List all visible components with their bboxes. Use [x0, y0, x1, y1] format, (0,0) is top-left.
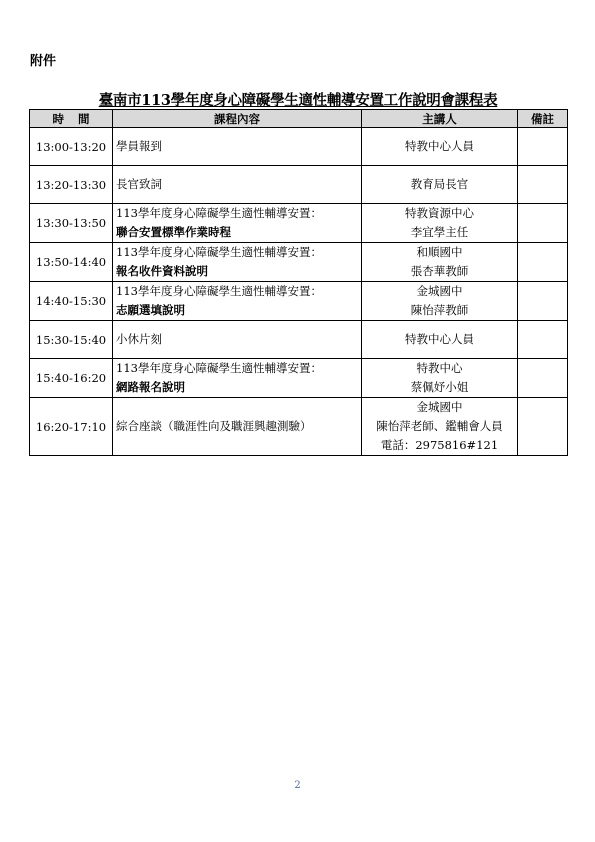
- speaker-line: 特教中心人員: [405, 139, 474, 153]
- session-content: [113, 398, 362, 456]
- session-content-line: 長官致詞: [116, 177, 162, 191]
- session-remark: [518, 204, 568, 243]
- session-speaker: [362, 359, 518, 398]
- session-content: [113, 128, 362, 166]
- session-content: [113, 243, 362, 282]
- session-content: [113, 321, 362, 359]
- header-speaker: 主講人: [362, 110, 518, 128]
- session-time: 13:50-14:40: [30, 243, 113, 282]
- session-speaker: [362, 243, 518, 282]
- table-row: [30, 204, 568, 243]
- session-content-line: 小休片刻: [116, 332, 162, 346]
- table-header-row: [30, 110, 568, 128]
- session-time: 13:20-13:30: [30, 166, 113, 204]
- speaker-line: 特教中心: [416, 361, 463, 375]
- session-content-topic: 聯合安置標準作業時程: [116, 225, 231, 239]
- speaker-line: 金城國中: [416, 284, 463, 298]
- header-remarks: 備註: [518, 110, 568, 128]
- speaker-line: 特教資源中心: [405, 206, 474, 220]
- session-speaker: [362, 166, 518, 204]
- session-remark: [518, 243, 568, 282]
- session-content-line: 113學年度身心障礙學生適性輔導安置：: [116, 284, 322, 298]
- table-row: [30, 282, 568, 321]
- session-time: 13:00-13:20: [30, 128, 113, 166]
- attachment-label: 附件: [30, 54, 57, 69]
- speaker-line: 和順國中: [416, 245, 463, 259]
- session-content-topic: 志願選填說明: [116, 303, 185, 317]
- speaker-line: 張杏華教師: [410, 264, 469, 278]
- session-content-line: 學員報到: [116, 139, 162, 153]
- speaker-line: 教育局長官: [410, 177, 469, 191]
- document-title: 臺南市113學年度身心障礙學生適性輔導安置工作說明會課程表: [98, 92, 498, 109]
- table-row: [30, 321, 568, 359]
- speaker-line: 李宜學主任: [410, 225, 469, 239]
- session-speaker: [362, 398, 518, 456]
- session-content-topic: 報名收件資料說明: [116, 264, 208, 278]
- session-speaker: [362, 204, 518, 243]
- session-time: 15:30-15:40: [30, 321, 113, 359]
- session-time: 14:40-15:30: [30, 282, 113, 321]
- session-content: [113, 204, 362, 243]
- session-time: 15:40-16:20: [30, 359, 113, 398]
- session-time: 16:20-17:10: [30, 398, 113, 456]
- session-content-line: 113學年度身心障礙學生適性輔導安置：: [116, 206, 322, 220]
- session-content-line: 113學年度身心障礙學生適性輔導安置：: [116, 245, 322, 259]
- session-remark: [518, 359, 568, 398]
- table-row: [30, 243, 568, 282]
- speaker-line: 陳怡萍老師、鑑輔會人員: [376, 419, 503, 433]
- speaker-line: 電話：2975816#121: [380, 438, 499, 452]
- table-row: [30, 128, 568, 166]
- session-time: 13:30-13:50: [30, 204, 113, 243]
- speaker-line: 蔡佩妤小姐: [410, 380, 469, 394]
- schedule-table: [29, 109, 568, 456]
- session-content: [113, 282, 362, 321]
- session-content: [113, 166, 362, 204]
- page-number: 2: [294, 780, 301, 791]
- session-remark: [518, 282, 568, 321]
- session-remark: [518, 398, 568, 456]
- session-content-line: 綜合座談（職涯性向及職涯興趣測驗）: [116, 419, 312, 433]
- session-remark: [518, 321, 568, 359]
- session-speaker: [362, 282, 518, 321]
- table-row: [30, 359, 568, 398]
- speaker-line: 特教中心人員: [405, 332, 474, 346]
- session-remark: [518, 128, 568, 166]
- header-content: 課程內容: [113, 110, 362, 128]
- session-content-line: 113學年度身心障礙學生適性輔導安置：: [116, 361, 322, 375]
- header-time: 時間: [30, 110, 113, 128]
- table-row: [30, 398, 568, 456]
- speaker-line: 陳怡萍教師: [410, 303, 469, 317]
- session-speaker: [362, 128, 518, 166]
- session-content: [113, 359, 362, 398]
- speaker-line: 金城國中: [416, 400, 463, 414]
- table-row: [30, 166, 568, 204]
- session-speaker: [362, 321, 518, 359]
- session-content-topic: 網路報名說明: [116, 380, 185, 394]
- session-remark: [518, 166, 568, 204]
